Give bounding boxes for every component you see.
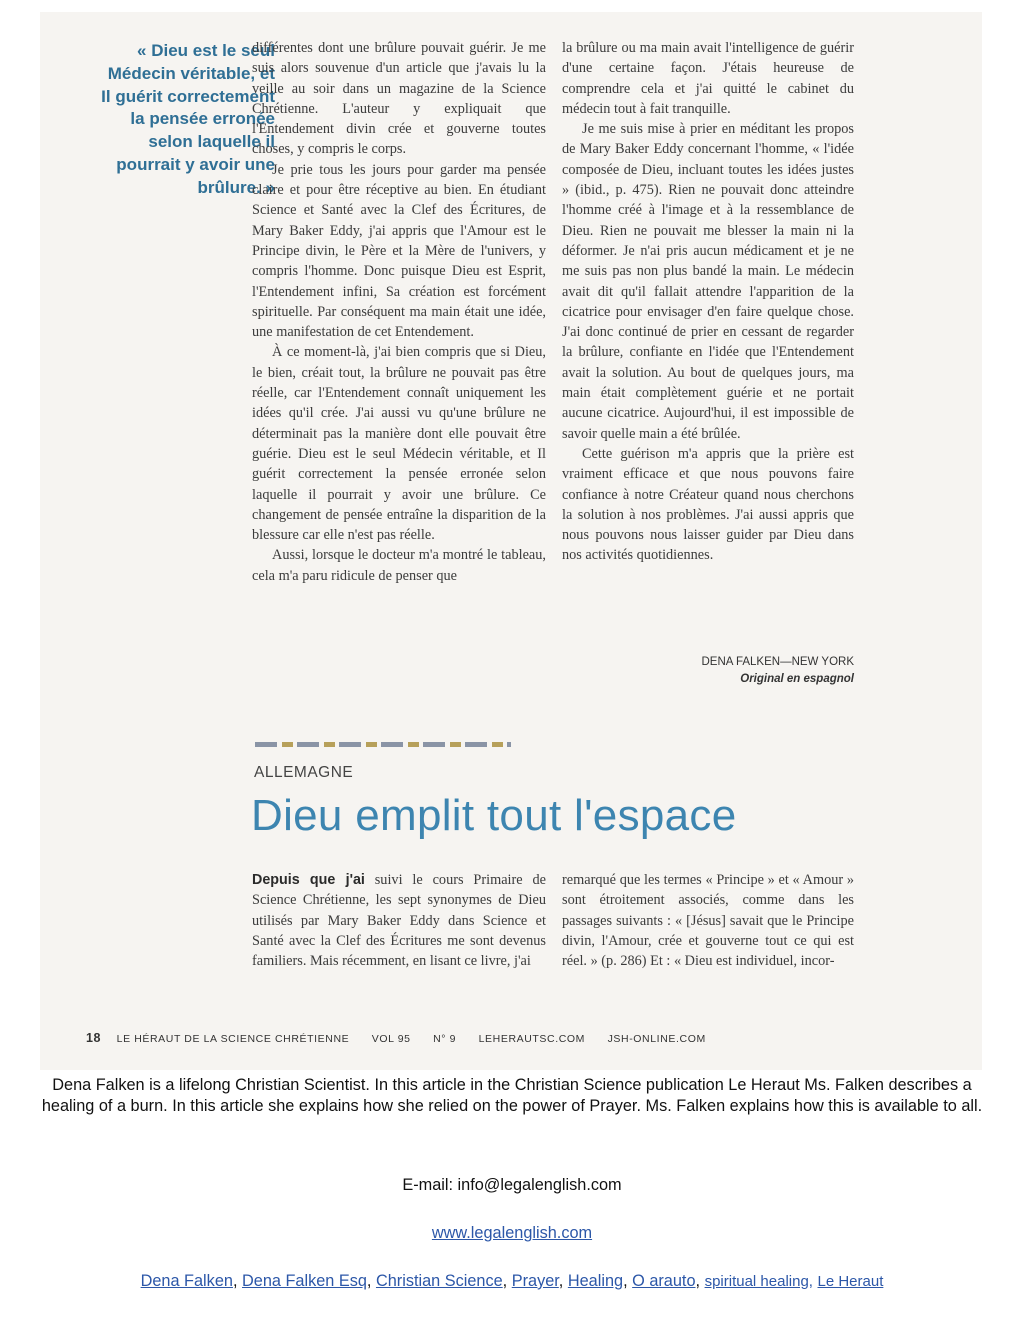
paragraph: Je me suis mise à prier en méditant les propos de Mary Baker Eddy concernant l'homme, « l'idée composée de Dieu, incluant toutes les idées justes » (ibid., p. 475). Rien ne pouvait donc atteindre l'homme créé à l'image et à la ressemblance de Dieu. Rien ne pouvait me blesser la main ni la déformer. Je n'ai pris aucun médicament et je ne me suis pas non plus bandé la main. Le médecin avait dit qu'il fallait attendre l'apparition de la cicatrice pour envisager d'en faire quelque chose. J'ai donc continué de prier en cessant de regarder la brûlure, confiante en l'idée que l'Entendement avait la solution. Au bout de quelques jours, ma main était complètement guérie et ne portait aucune cicatrice. Aujourd'hui, il est impossible de savoir quelle main a été brûlée.	[562, 121, 854, 442]
caption	[30, 1075, 994, 1117]
lower-column-2	[562, 870, 854, 971]
tag-link[interactable]: Dena Falken Esq	[242, 1272, 367, 1290]
byline-author: DENA FALKEN—NEW YORK	[701, 656, 854, 668]
tag-link[interactable]: spiritual healing,	[704, 1273, 813, 1290]
website-line	[0, 1224, 1024, 1243]
tag-link[interactable]: O arauto	[632, 1272, 696, 1290]
email-line: E-mail: info@legalenglish.com	[402, 1176, 622, 1194]
separator: ,	[502, 1272, 512, 1290]
volume: VOL 95	[371, 1033, 411, 1045]
website-link[interactable]: www.legalenglish.com	[431, 1224, 593, 1242]
scanned-magazine-page	[40, 12, 982, 1070]
footer-site-2: JSH-ONLINE.COM	[607, 1033, 706, 1045]
pull-quote: « Dieu est le seul Médecin véritable, et Il guérit correctement la pensée erronée selon laquelle il pourrait y avoir une brûlure. »	[101, 41, 275, 197]
paragraph: différentes dont une brûlure pouvait guérir. Je me suis alors souvenue d'un article que j'avais lu la veille au soir dans un magazine de la Science Chrétienne. L'auteur y expliquait que l'Entendement divin crée et gouverne toutes choses, y compris le corps.	[252, 40, 546, 158]
publication-name: LE HÉRAUT DE LA SCIENCE CHRÉTIENNE	[116, 1033, 350, 1045]
section-divider	[255, 742, 511, 747]
paragraph: Je prie tous les jours pour garder ma pensée claire et pour être réceptive au bien. En étudiant Science et Santé avec la Clef des Écritures, de Mary Baker Eddy, j'ai appris que l'Amour est le Principe divin, le Père et la Mère de l'univers, y compris l'homme. Donc puisque Dieu est Esprit, l'Entendement infini, Sa création est forcément spirituelle. Par conséquent ma main était une idée, une manifestation de cet Entendement.	[252, 161, 546, 341]
lead-in: Depuis que j'ai	[252, 872, 365, 888]
tag-links	[0, 1272, 1024, 1291]
paragraph: la brûlure ou ma main avait l'intelligence de guérir d'une certaine façon. J'étais heureuse de comprendre cela et j'ai quitté le cabinet du médecin tout à fait tranquille.	[562, 40, 854, 117]
article-column-1	[252, 38, 546, 586]
tag-link[interactable]: Christian Science	[375, 1272, 503, 1290]
tag-link[interactable]: Prayer	[511, 1272, 559, 1290]
byline	[600, 654, 854, 688]
tag-link[interactable]: Dena Falken	[140, 1272, 233, 1290]
article-headline: Dieu emplit tout l'espace	[251, 791, 737, 840]
lower-column-1	[252, 870, 546, 971]
byline-language: Original en espagnol	[740, 673, 854, 685]
magazine-footer	[86, 1031, 966, 1045]
paragraph: À ce moment-là, j'ai bien compris que si Dieu, le bien, créait tout, la brûlure ne pouvait pas être réelle, car l'Entendement connaît uniquement les idées qu'il crée. J'ai aussi vu qu'une brûlure ne déterminait pas la manière dont elle pouvait être guérie. Dieu est le seul Médecin véritable, et Il guérit correctement la pensée erronée selon laquelle il pourrait y avoir une brûlure. Ce changement de pensée entraîne la disparition de la blessure car elle n'est pas réelle.	[252, 344, 546, 544]
footer-site-1: LEHERAUTSC.COM	[478, 1033, 586, 1045]
caption-text: Dena Falken is a lifelong Christian Scientist. In this article in the Christian Science publication Le Heraut Ms. Falken describes a healing of a burn. In this article she explains how she relied on the power of Prayer. Ms. Falken explains how this is available to all.	[41, 1076, 983, 1115]
separator: ,	[366, 1272, 376, 1290]
tag-link[interactable]: Healing	[567, 1272, 624, 1290]
paragraph: Aussi, lorsque le docteur m'a montré le tableau, cela m'a paru ridicule de penser que	[252, 547, 546, 584]
tag-link[interactable]: Le Heraut	[817, 1273, 884, 1290]
section-label: ALLEMAGNE	[254, 764, 354, 781]
paragraph-text: suivi le cours Primaire de Science Chrétienne, les sept synonymes de Dieu utilisés par Mary Baker Eddy dans Science et Santé avec la Clef des Écritures me sont devenus familiers. Mais récemment, en lisant ce livre, j'ai	[252, 872, 546, 970]
paragraph	[252, 870, 546, 971]
separator: ,	[695, 1272, 705, 1290]
separator: ,	[558, 1272, 568, 1290]
separator: ,	[232, 1272, 242, 1290]
article-column-2	[562, 38, 854, 566]
page-number: 18	[86, 1031, 102, 1045]
paragraph: Cette guérison m'a appris que la prière est vraiment efficace et que nous pouvons faire confiance à notre Créateur quand nous cherchons la solution à nos problèmes. J'ai aussi appris que nous pouvons nous laisser guider par Dieu dans nos activités quotidiennes.	[562, 445, 854, 564]
issue: N° 9	[433, 1033, 457, 1045]
paragraph: remarqué que les termes « Principe » et « Amour » sont étroitement associés, comme dans les passages suivants : « [Jésus] savait que le Principe divin, l'Amour, crée et gouverne tout ce qui est réel. » (p. 286) Et : « Dieu est individuel, incor-	[562, 872, 854, 970]
separator: ,	[623, 1272, 633, 1290]
